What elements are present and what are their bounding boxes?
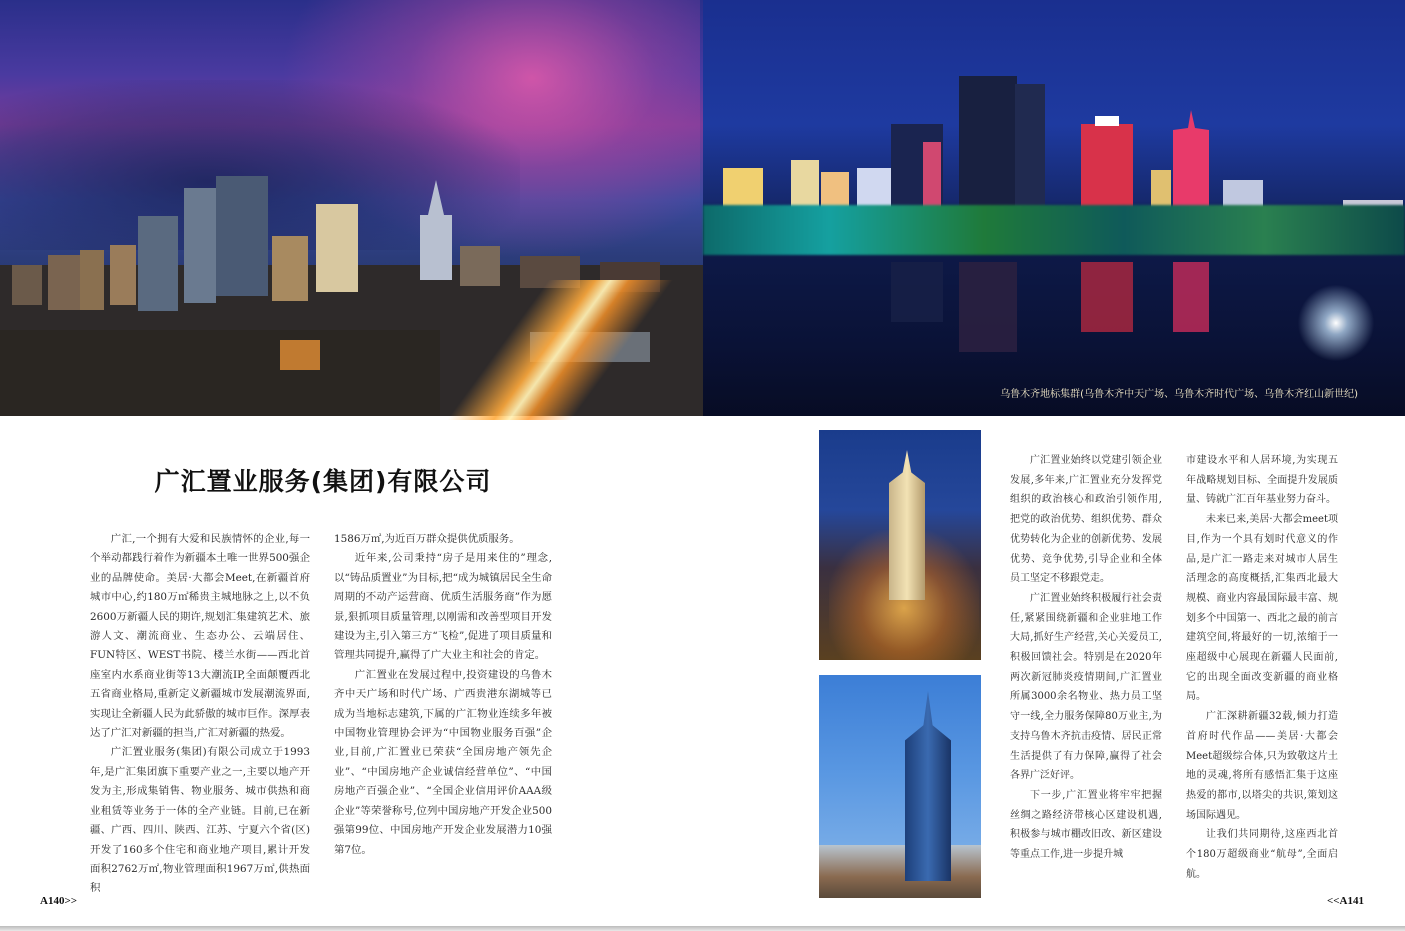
hero-photo-urumqi-night-reflection bbox=[703, 0, 1405, 416]
inset-photo-tower-night bbox=[819, 430, 981, 660]
paragraph: 未来已来,美居·大都会meet项目,作为一个具有划时代意义的作品,是广汇一路走来对城市人居生活理念的高度概括,汇集西北最大规模、商业内容最国际最丰富、规划多个中国第一、西北之最的前言建筑空间,将最好的一切,浓缩于一座超级中心展现在新疆人民面前,它的出现全面改变新疆的商业格局。 bbox=[1186, 514, 1338, 703]
article-column-1 bbox=[90, 530, 310, 895]
hero-caption: 乌鲁木齐地标集群(乌鲁木齐中天广场、乌鲁木齐时代广场、乌鲁木齐红山新世纪) bbox=[1000, 389, 1358, 400]
article-column-2 bbox=[334, 530, 552, 880]
page-number-right: <<A141 bbox=[1327, 895, 1364, 907]
hero-photo-urumqi-skyline-dusk bbox=[0, 0, 703, 416]
inset-2-tower bbox=[905, 691, 951, 881]
inset-1-tower bbox=[889, 450, 925, 600]
paragraph: 广汇置业在发展过程中,投资建设的乌鲁木齐中天广场和时代广场、广西贵港东湖城等已成为当地标志建筑,下属的广汇物业连续多年被中国物业管理协会评为“中国物业服务百强”企业,目前,广汇置业已荣获“全国房地产领先企业”、“中国房地产企业诚信经营单位”、“中国房地产百强企业”、“全国企业信用评价AAA级企业”等荣誉称号,位列中国房地产开发企业500强第99位、中国房地产开发企业发展潜力10强第7位。 bbox=[334, 668, 552, 856]
hero-right-tree-lights bbox=[703, 205, 1405, 255]
paragraph: 广汇深耕新疆32载,倾力打造首府时代作品——美居·大都会Meet超级综合体,只为致敬这片土地的灵魂,将所有感悟汇集于这座热爱的都市,以塔尖的共识,策划这场国际遇见。 bbox=[1186, 711, 1338, 821]
paragraph: 1586万㎡,为近百万群众提供优质服务。 bbox=[334, 533, 520, 545]
article-title: 广汇置业服务(集团)有限公司 bbox=[154, 467, 492, 496]
paragraph: 广汇置业始终积极履行社会责任,紧紧围绕新疆和企业驻地工作大局,抓好生产经营,关心关爱员工,积极回馈社会。特别是在2020年两次新冠肺炎疫情期间,广汇置业所属3000余名物业、热力员工坚守一线,全力服务保障80万业主,为支持乌鲁木齐抗击疫情、居民正常生活提供了有力保障,赢得了社会各界广泛好评。 bbox=[1010, 592, 1162, 782]
paragraph: 广汇,一个拥有大爱和民族情怀的企业,每一个举动都践行着作为新疆本土唯一世界500强企业的品牌使命。美居·大都会Meet,在新疆首府城市中心,约180万㎡稀贵主城地脉之上,以不负2600万新疆人民的期许,规划汇集建筑艺术、旅游人文、潮流商业、生态办公、云端居住、FUN特区、WEST书院、楼兰水街——西北首座室内水系商业街等13大潮流IP,全面颠覆西北五省商业格局,重新定义新疆城市发展潮流界面,实现让全新疆人民为此骄傲的城市巨作。深厚表达了广汇对新疆的担当,广汇对新疆的热爱。 bbox=[90, 533, 310, 740]
article-column-3 bbox=[1010, 451, 1162, 901]
paragraph: 广汇置业服务(集团)有限公司成立于1993年,是广汇集团旗下重要产业之一,主要以地产开发为主,形成集销售、物业服务、城市供热和商业租赁等业务于一体的全产业链。目前,已在新疆、广西、四川、陕西、江苏、宁夏六个省(区)开发了160多个住宅和商业地产项目,累计开发面积2762万㎡,物业管理面积1967万㎡,供热面积 bbox=[90, 746, 310, 895]
paragraph: 广汇置业始终以党建引领企业发展,多年来,广汇置业充分发挥党组织的政治核心和政治引领作用,把党的政治优势、组织优势、群众优势转化为企业的创新优势、发展优势、竞争优势,引导企业和全体员工坚定不移跟党走。 bbox=[1010, 455, 1162, 585]
article-column-4 bbox=[1186, 451, 1338, 880]
hero-left-light-trail bbox=[405, 280, 716, 420]
paragraph: 近年来,公司秉持“房子是用来住的”理念,以“铸品质置业”为目标,把“成为城镇居民全生命周期的不动产运营商、优质生活服务商”作为愿景,狠抓项目质量管理,以刚需和改善型项目开发建设为主,引入第三方“飞检”,促进了项目质量和管理共同提升,赢得了广大业主和社会的肯定。 bbox=[334, 552, 552, 662]
inset-2-base-buildings bbox=[819, 845, 981, 898]
paragraph: 市建设水平和人居环境,为实现五年战略规划目标、全面提升发展质量、铸就广汇百年基业努力奋斗。 bbox=[1186, 455, 1338, 506]
paragraph: 让我们共同期待,这座西北首个180万超级商业“航母”,全面启航。 bbox=[1186, 829, 1338, 880]
hero-right-light-flare bbox=[1291, 278, 1381, 368]
page-number-left: A140>> bbox=[40, 895, 77, 907]
inset-photo-tower-day bbox=[819, 675, 981, 898]
paragraph: 下一步,广汇置业将牢牢把握丝绸之路经济带核心区建设机遇,积极参与城市棚改旧改、新区建设等重点工作,进一步提升城 bbox=[1010, 789, 1162, 861]
bottom-rule bbox=[0, 926, 1405, 931]
